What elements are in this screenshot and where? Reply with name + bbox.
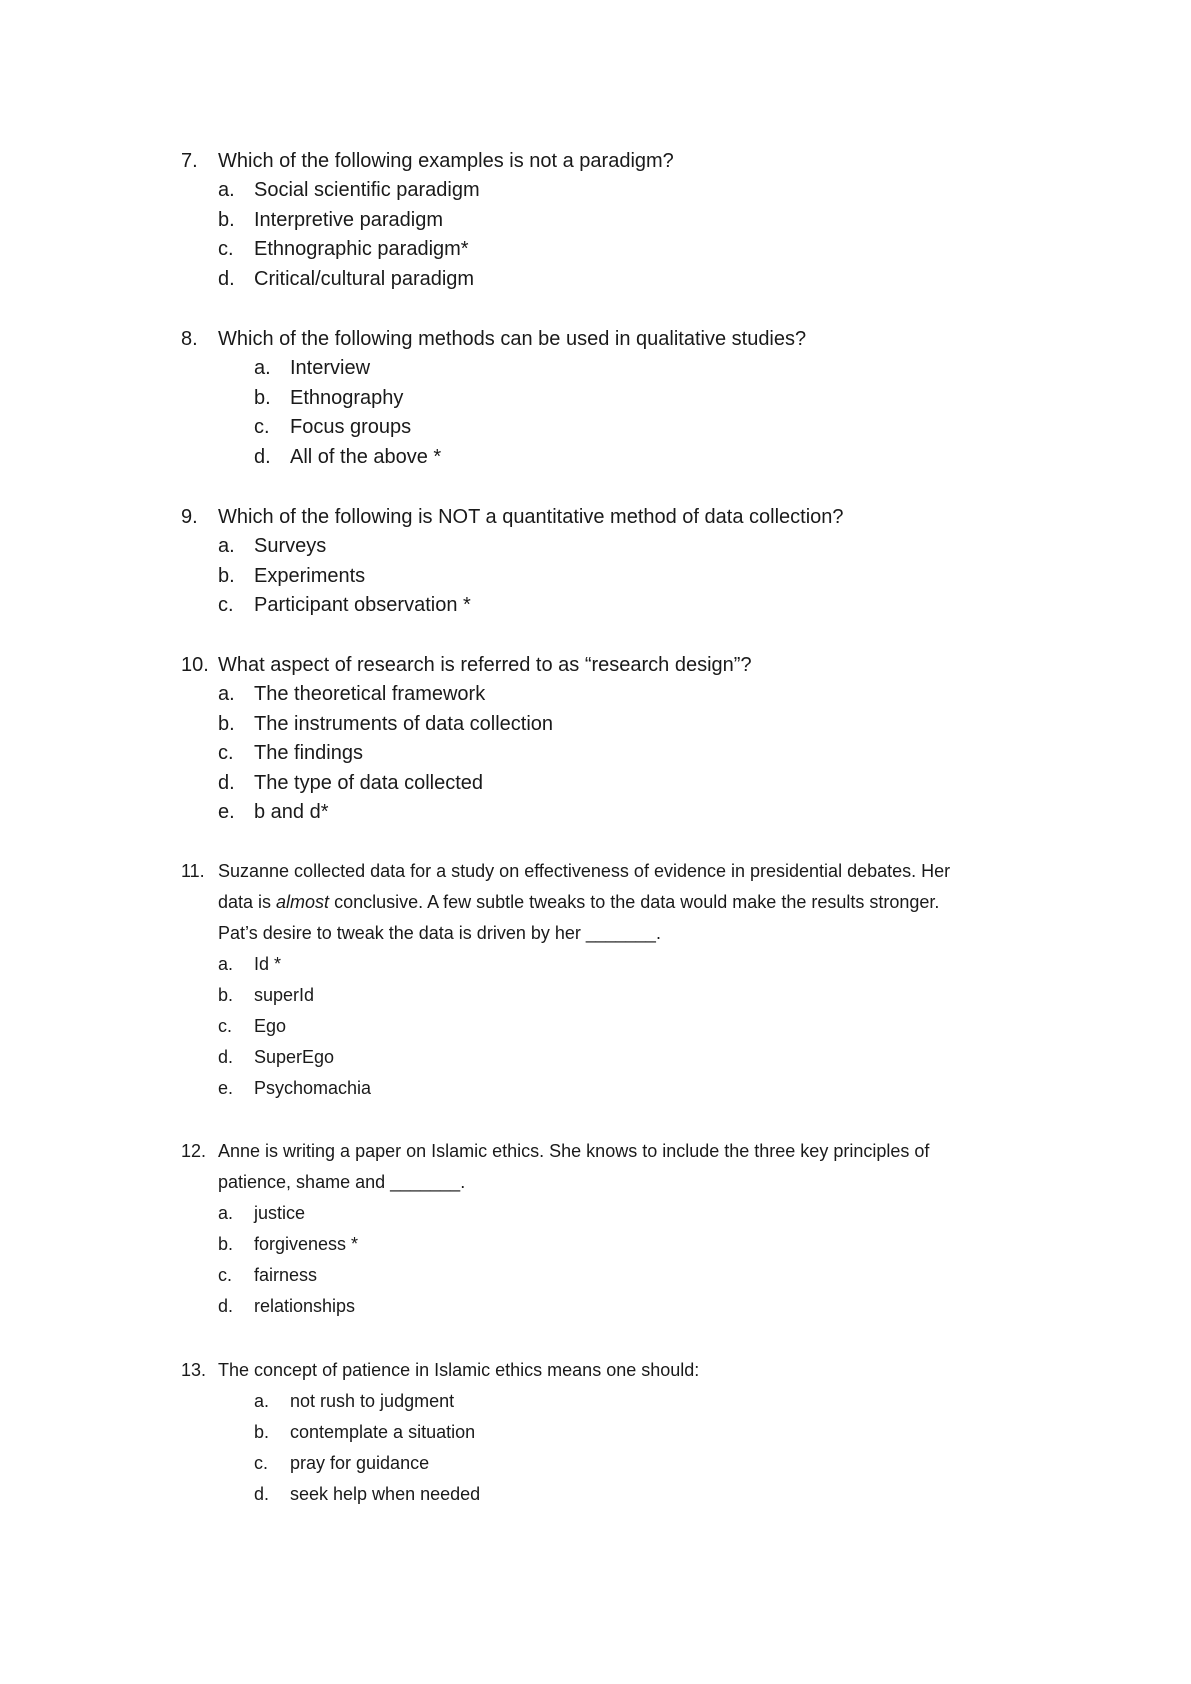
option-item	[181, 1448, 1061, 1479]
option-item	[181, 384, 1061, 414]
question-prompt-line: Anne is writing a paper on Islamic ethics. She knows to include the three key principles of	[218, 1141, 930, 1161]
question-number: 9.	[181, 506, 198, 528]
question-13	[181, 1355, 1061, 1510]
option-list	[181, 1386, 1061, 1510]
option-item	[181, 1198, 1061, 1229]
question-10	[181, 650, 1061, 828]
option-text: superId	[254, 985, 315, 1005]
question-8	[181, 324, 1061, 472]
option-text: The theoretical framework	[254, 683, 486, 705]
option-text: SuperEgo	[254, 1047, 335, 1067]
option-item	[181, 206, 1061, 236]
option-letter: c.	[218, 742, 234, 764]
question-number: 11.	[181, 861, 205, 881]
option-letter: c.	[254, 1453, 269, 1473]
option-text: seek help when needed	[290, 1484, 481, 1504]
question-prompt-line: Pat’s desire to tweak the data is driven by her _______.	[218, 923, 661, 943]
question-prompt: Which of the following methods can be used in qualitative studies?	[218, 328, 807, 350]
question-text	[181, 1136, 1061, 1198]
option-list	[181, 176, 1061, 294]
question-11	[181, 856, 1061, 1104]
option-letter: d.	[218, 1296, 234, 1316]
option-item	[181, 739, 1061, 769]
question-number: 12.	[181, 1141, 207, 1161]
question-text	[181, 324, 1061, 354]
option-letter: e.	[218, 801, 235, 823]
option-list	[181, 532, 1061, 621]
option-item	[181, 1260, 1061, 1291]
question-number: 10.	[181, 654, 209, 676]
option-letter: a.	[218, 1203, 234, 1223]
option-letter: c.	[218, 1265, 233, 1285]
question-text	[181, 502, 1061, 532]
question-text	[181, 650, 1061, 680]
option-item	[181, 680, 1061, 710]
option-text: Interpretive paradigm	[254, 208, 443, 231]
question-prompt-segment: data is	[218, 892, 277, 912]
option-list	[181, 680, 1061, 828]
option-letter: d.	[254, 1484, 270, 1504]
option-letter: d.	[218, 267, 235, 290]
option-letter: b.	[218, 1234, 234, 1254]
option-text: b and d*	[254, 801, 329, 823]
option-letter: a.	[218, 683, 235, 705]
question-prompt: What aspect of research is referred to as “research design”?	[218, 654, 752, 676]
option-text: Social scientific paradigm	[254, 179, 480, 201]
option-letter: b.	[218, 712, 235, 735]
option-item	[181, 1479, 1061, 1510]
option-letter: a.	[218, 179, 235, 201]
option-letter: b.	[218, 208, 235, 231]
option-item	[181, 710, 1061, 740]
option-letter: a.	[218, 954, 234, 974]
option-letter: e.	[218, 1078, 234, 1098]
question-7	[181, 146, 1061, 294]
option-item	[181, 562, 1061, 592]
option-item	[181, 532, 1061, 562]
option-letter: b.	[218, 564, 235, 587]
option-text: All of the above *	[290, 445, 442, 468]
option-text: Participant observation *	[254, 594, 471, 616]
option-text: contemplate a situation	[290, 1422, 476, 1442]
question-number: 13.	[181, 1360, 207, 1380]
option-letter: d.	[218, 771, 235, 794]
option-text: The type of data collected	[254, 771, 484, 794]
option-item	[181, 1011, 1061, 1042]
option-item	[181, 354, 1061, 384]
option-text: Psychomachia	[254, 1078, 372, 1098]
option-text: Interview	[290, 357, 371, 379]
question-text	[181, 146, 1061, 176]
question-prompt-line	[218, 887, 1061, 918]
option-letter: a.	[254, 1391, 270, 1411]
option-item	[181, 1386, 1061, 1417]
option-letter: a.	[218, 535, 235, 557]
question-12	[181, 1136, 1061, 1322]
option-item	[181, 980, 1061, 1011]
question-text	[181, 1355, 1061, 1386]
option-item	[181, 235, 1061, 265]
question-prompt: Which of the following examples is not a paradigm?	[218, 150, 674, 172]
option-text: fairness	[254, 1265, 318, 1285]
option-item	[181, 1073, 1061, 1104]
option-letter: c.	[254, 416, 270, 438]
option-letter: b.	[218, 985, 234, 1005]
option-item	[181, 443, 1061, 473]
option-item	[181, 1229, 1061, 1260]
option-item	[181, 1042, 1061, 1073]
emphasis-text: almost	[276, 892, 330, 912]
question-prompt-segment: conclusive. A few subtle tweaks to the data would make the results stronger.	[329, 892, 940, 912]
option-text: relationships	[254, 1296, 356, 1316]
option-item	[181, 1417, 1061, 1448]
option-letter: c.	[218, 1016, 233, 1036]
option-text: The instruments of data collection	[254, 712, 554, 735]
option-text: Critical/cultural paradigm	[254, 267, 475, 290]
question-9	[181, 502, 1061, 621]
option-letter: c.	[218, 238, 234, 260]
option-letter: b.	[254, 1422, 270, 1442]
option-text: Ethnography	[290, 386, 404, 409]
option-item	[181, 769, 1061, 799]
option-item	[181, 591, 1061, 621]
option-letter: d.	[218, 1047, 234, 1067]
option-text: The findings	[254, 742, 363, 764]
option-text: Surveys	[254, 535, 327, 557]
question-prompt-line: Suzanne collected data for a study on effectiveness of evidence in presidential debates. Her	[218, 861, 951, 881]
option-text: Id *	[254, 954, 282, 974]
option-letter: b.	[254, 386, 271, 409]
question-number: 7.	[181, 150, 198, 172]
option-letter: c.	[218, 594, 234, 616]
option-text: Ego	[254, 1016, 287, 1036]
option-list	[181, 949, 1061, 1104]
option-text: Experiments	[254, 564, 366, 587]
option-text: pray for guidance	[290, 1453, 430, 1473]
option-letter: d.	[254, 445, 271, 468]
option-item	[181, 798, 1061, 828]
option-text: forgiveness *	[254, 1234, 359, 1254]
option-list	[181, 1198, 1061, 1322]
question-prompt: The concept of patience in Islamic ethics means one should:	[218, 1360, 700, 1380]
option-item	[181, 413, 1061, 443]
option-item	[181, 265, 1061, 295]
option-text: justice	[254, 1203, 306, 1223]
option-text: not rush to judgment	[290, 1391, 455, 1411]
option-text: Ethnographic paradigm*	[254, 238, 469, 260]
question-number: 8.	[181, 328, 198, 350]
question-prompt: Which of the following is NOT a quantitative method of data collection?	[218, 506, 844, 528]
option-item	[181, 1291, 1061, 1322]
option-list	[181, 354, 1061, 472]
option-text: Focus groups	[290, 416, 412, 438]
option-item	[181, 176, 1061, 206]
option-item	[181, 949, 1061, 980]
question-text	[181, 856, 1061, 949]
question-prompt-line: patience, shame and _______.	[218, 1172, 466, 1192]
option-letter: a.	[254, 357, 271, 379]
